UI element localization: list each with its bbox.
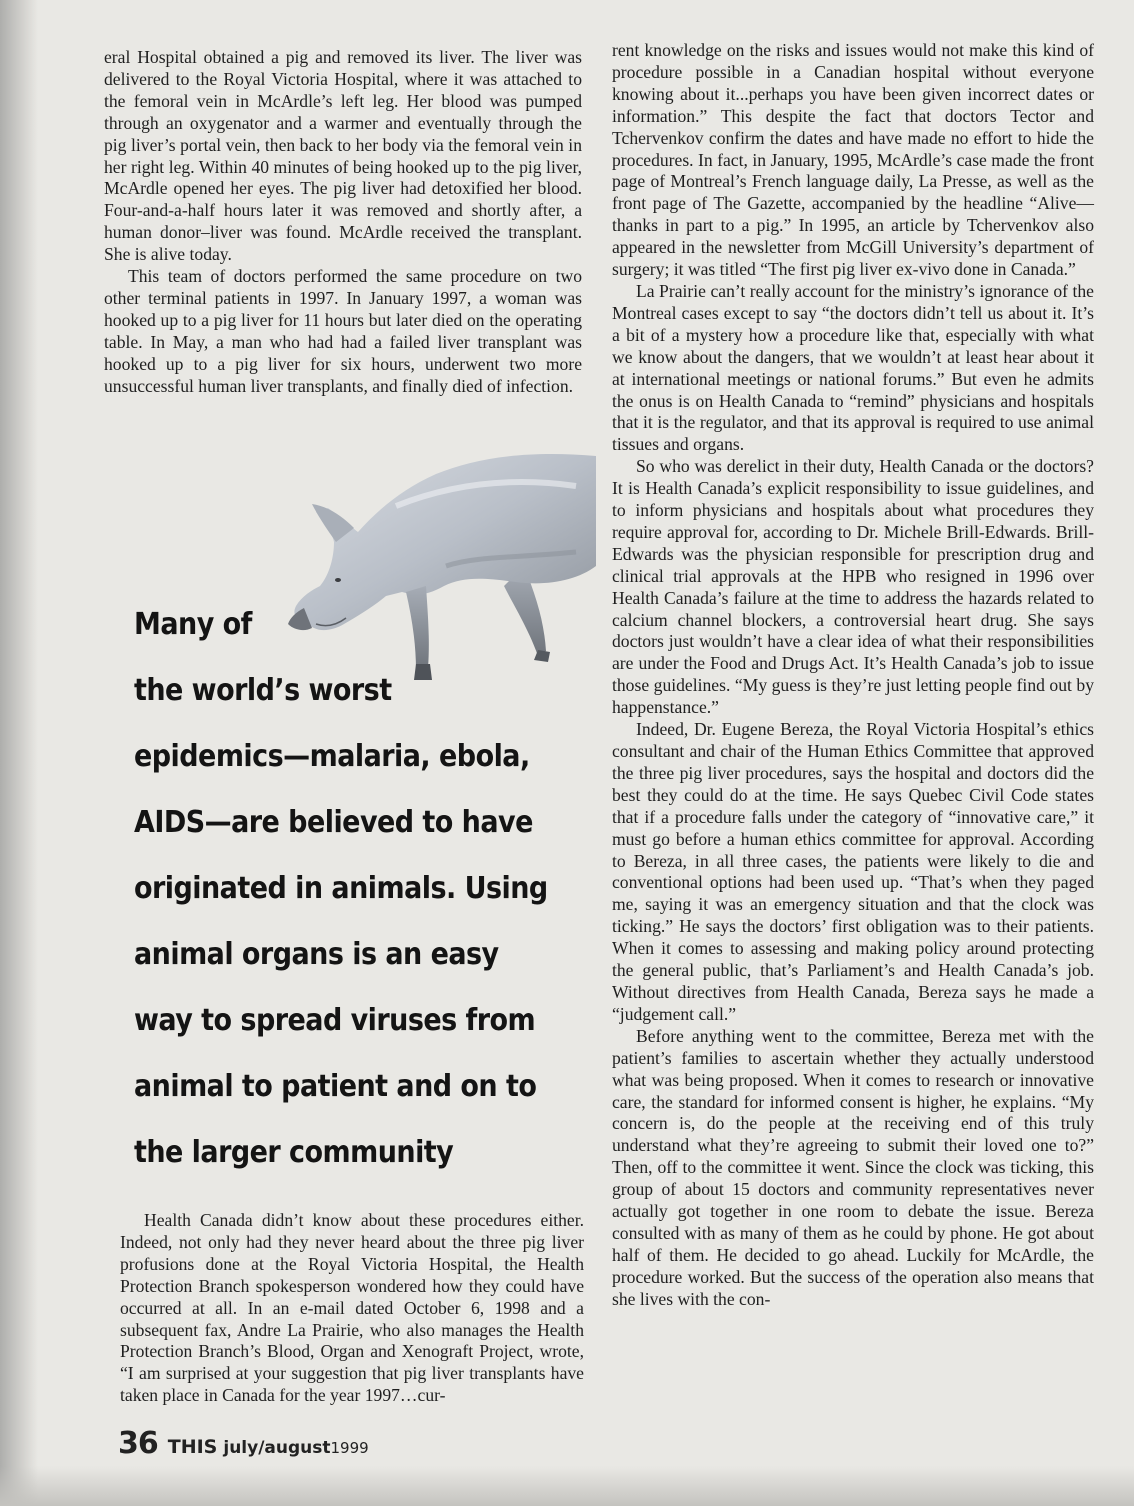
issue-year: 1999 — [330, 1439, 369, 1457]
body-paragraph: eral Hospital obtained a pig and removed its liver. The liver was delivered to the Royal Victoria Hospital, where it was attached to the femoral vein in McArdle’s left leg. Her blood was pumped through an oxygenator and a warmer and eventually through the pig liver’s portal vein, then back to her body via the femoral vein in her right leg. Within 40 minutes of being hooked up to the pig liver, McArdle opened her eyes. The pig liver had detoxified her blood. Four-and-a-half hours later it was removed and shortly after, a human donor–liver was found. McArdle received the transplant. She is alive today. — [104, 47, 582, 265]
pull-quote: Many of the world’s worst epidemics—malaria, ebola, AIDS—are believed to have originated in animals. Using animal organs is an easy way to spread viruses from animal to patient and on to the larger community — [134, 607, 548, 1170]
body-paragraph: So who was derelict in their duty, Health Canada or the doctors? It is Health Canada’s explicit responsibility to issue guidelines, and to inform physicians and hospitals about what procedures they require approval for, according to Dr. Michele Brill-Edwards. Brill-Edwards was the physician responsible for prescription drug and clinical trial approvals at the HPB who resigned in 1996 over Health Canada’s failure at the time to address the hazards related to calcium channel blockers, a controversial heart drug. She says doctors just wouldn’t have a clear idea of what their responsibilities are under the Food and Drugs Act. It’s Health Canada’s job to issue those guidelines. “My guess is they’re just letting people find out by happenstance.” — [612, 456, 1094, 718]
page-footer — [118, 1426, 369, 1466]
page-gutter-shadow — [0, 0, 38, 1506]
page-bottom-shadow — [0, 1466, 1134, 1506]
left-column-bottom — [120, 1210, 584, 1407]
right-column — [612, 40, 1094, 1311]
issue-date — [223, 1438, 368, 1458]
magazine-name: THIS — [167, 1436, 218, 1458]
issue-months: july/august — [223, 1438, 331, 1458]
body-paragraph: Health Canada didn’t know about these procedures either. Indeed, not only had they never heard about the three pig liver profusions done at the Royal Victoria Hospital, the Health Protection Branch spokesperson wondered how they could have occurred at all. In an e-mail dated October 6, 1998 and a subsequent fax, Andre La Prairie, who also manages the Health Protection Branch’s Blood, Organ and Xenograft Project, wrote, “I am surprised at your suggestion that pig liver transplants have taken place in Canada for the year 1997…cur- — [120, 1210, 584, 1406]
body-paragraph: This team of doctors performed the same procedure on two other terminal patients in 1997. In January 1997, a woman was hooked up to a pig liver for 11 hours but later died on the operating table. In May, a man who had had a failed liver transplant was hooked up to a pig liver for six hours, underwent two more unsuccessful human liver transplants, and finally died of infection. — [104, 266, 582, 396]
body-paragraph: Indeed, Dr. Eugene Bereza, the Royal Victoria Hospital’s ethics consultant and chair of the Human Ethics Committee that approved the three pig liver procedures, says the hospital and doctors did the best they could do at the time. He says Quebec Civil Code states that if a procedure falls under the category of “innovative care,” it must go before a human ethics committee for approval. According to Bereza, in all three cases, the patients were likely to die and conventional options had been used up. “That’s when they paged me, saying it was an emergency situation and that the clock was ticking.” He says the doctors’ first obligation was to their patients. When it comes to assessing and making policy around protecting the general public, that’s Parliament’s and Health Canada’s job. Without directives from Health Canada, Bereza says he made a “judgement call.” — [612, 719, 1094, 1024]
left-column-top — [104, 47, 582, 398]
body-paragraph: La Prairie can’t really account for the ministry’s ignorance of the Montreal cases except to say “the doctors didn’t tell us about it. It’s a bit of a mystery how a procedure like that, especially with what we know about the dangers, that we wouldn’t at least hear about it at international meetings or national forums.” But even he admits the onus is on Health Canada to “remind” physicians and hospitals that it is the regulator, and that its approval is required to use animal tissues and organs. — [612, 280, 1094, 455]
body-paragraph: rent knowledge on the risks and issues would not make this kind of procedure possible in a Canadian hospital without everyone knowing about it...perhaps you have been given incorrect dates or information.” This despite the fact that doctors Tector and Tchervenkov confirm the dates and have made no effort to hide the procedures. In fact, in January, 1995, McArdle’s case made the front page of Montreal’s French language daily, La Presse, as well as the front page of The Gazette, accompanied by the headline “Alive—thanks in part to a pig.” In 1995, an article by Tchervenkov also appeared in the newsletter from McGill University’s department of surgery; it was titled “The first pig liver ex-vivo done in Canada.” — [612, 40, 1094, 280]
page-number: 36 — [118, 1426, 158, 1461]
body-paragraph: Before anything went to the committee, Bereza met with the patient’s families to ascertain whether they actually understood what was being proposed. When it comes to research or innovative care, the standard for informed consent is higher, he explains. “My concern is, do the people at the receiving end of this truly understand what they’re agreeing to submit their loved one to?” Then, off to the committee it went. Since the clock was ticking, this group of about 15 doctors and community representatives never actually got together in one room to debate the issue. Bereza consulted with as many of them as he could by phone. He got about half of them. He decided to go ahead. Luckily for McArdle, the procedure worked. But the success of the operation also means that she lives with the con- — [612, 1025, 1094, 1309]
